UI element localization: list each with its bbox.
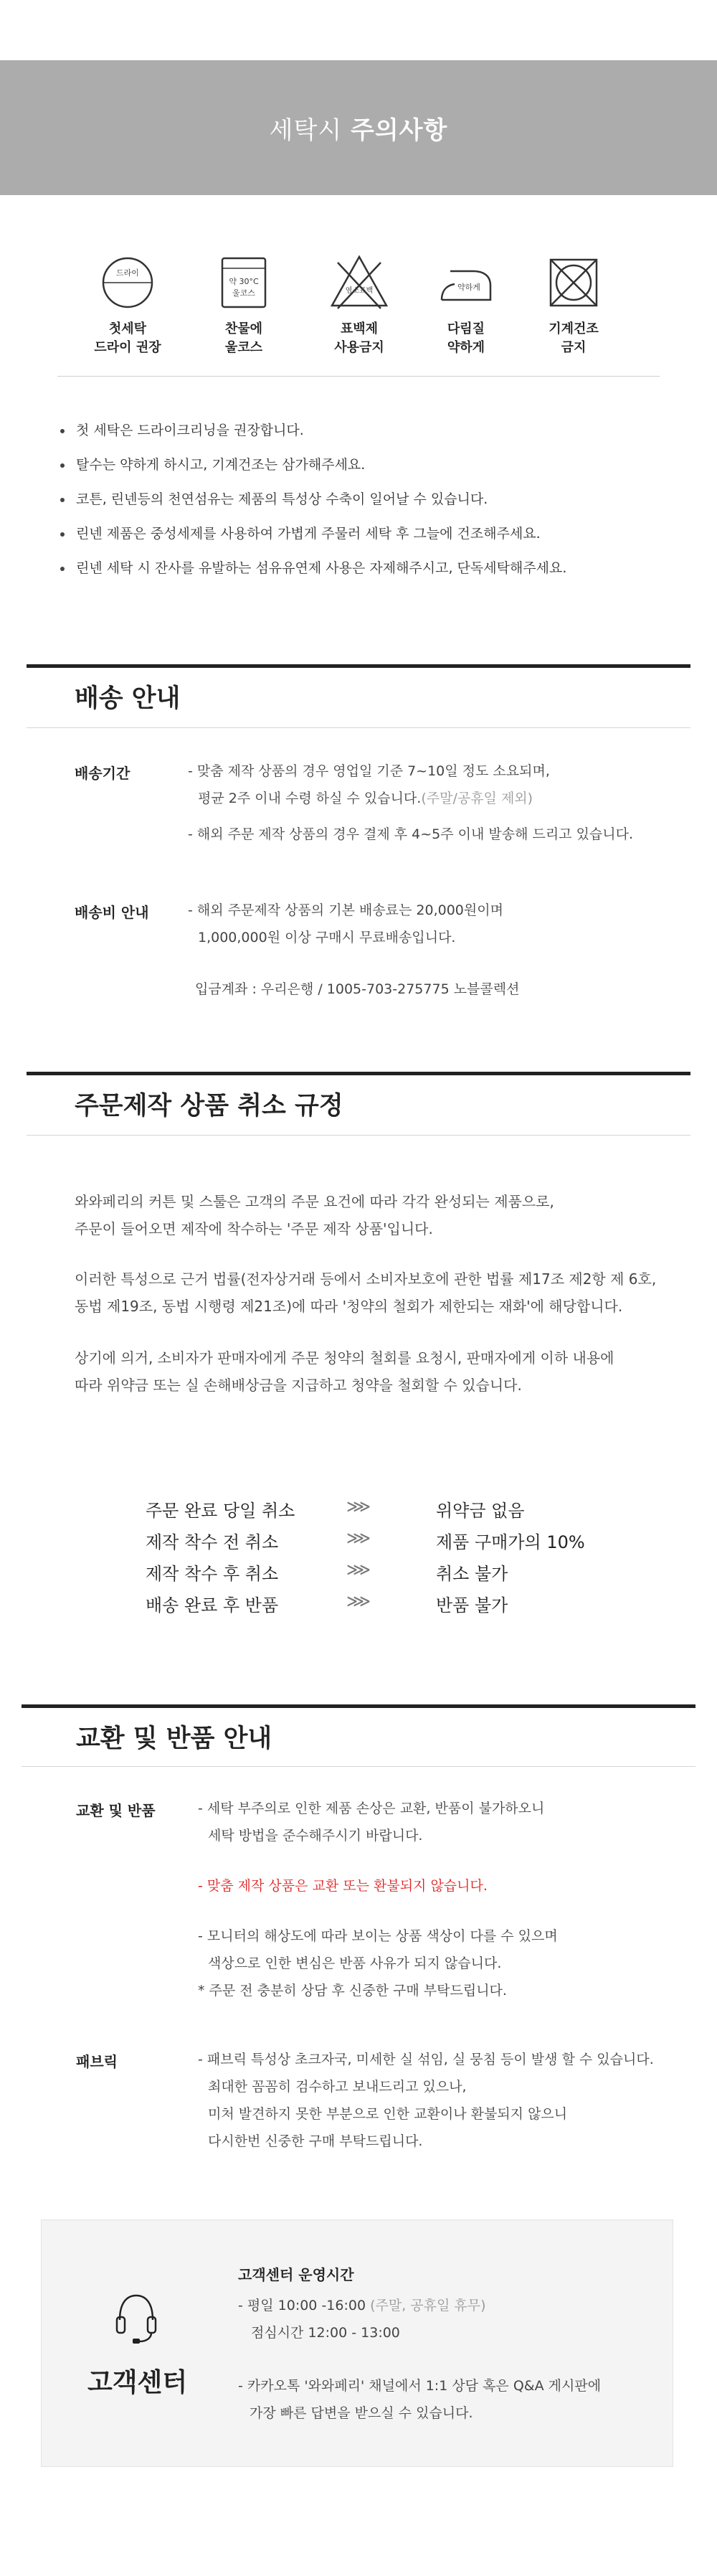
care-item-no-bleach — [309, 253, 409, 357]
care-label-line: 다림질 — [447, 321, 485, 336]
shipping-title: 배송 안내 — [75, 684, 181, 713]
shipping-period-line — [198, 785, 533, 812]
cancel-case: 제작 착수 후 취소 — [146, 1564, 279, 1584]
exchange-warning: - 맞춤 제작 상품은 교환 또는 환불되지 않습니다. — [198, 1878, 488, 1894]
arrow-icon: ⋙ — [346, 1528, 371, 1548]
cold-wash-icon — [214, 253, 274, 313]
shipping-fee-line: - 해외 주문제작 상품의 기본 배송료는 20,000원이며 — [188, 902, 503, 918]
care-label-line: 드라이 권장 — [94, 340, 161, 355]
cancel-paragraph-line: 주문이 들어오면 제작에 착수하는 '주문 제작 상품'입니다. — [75, 1220, 433, 1237]
care-item-dry-clean — [77, 253, 178, 357]
cancel-paragraph — [75, 1265, 663, 1320]
care-label-line: 금지 — [561, 340, 587, 355]
fabric-line: 최대한 꼼꼼히 검수하고 보내드리고 있으나, — [208, 2079, 467, 2095]
dry-clean-icon — [98, 253, 158, 313]
care-tips-list — [60, 413, 677, 585]
shipping-section-bar — [27, 664, 690, 668]
returns-divider — [22, 1766, 695, 1767]
shipping-fee-label: 배송비 안내 — [75, 904, 149, 921]
bank-account: 입금계좌 : 우리은행 / 1005-703-275775 노블콜렉션 — [195, 981, 520, 997]
exchange-line: 세탁 방법을 준수해주시기 바랍니다. — [208, 1828, 423, 1844]
shipping-period-text: 평균 2주 이내 수령 하실 수 있습니다. — [198, 791, 422, 806]
returns-title: 교환 및 반품 안내 — [76, 1725, 272, 1753]
care-label-line: 찬물에 — [224, 321, 263, 336]
care-tip: 린넨 세탁 시 잔사를 유발하는 섬유유연제 사용은 자제해주시고, 단독세탁해주세요. — [60, 551, 677, 585]
care-label — [416, 320, 516, 357]
hours-weekday: - 평일 10:00 -16:00 — [238, 2298, 366, 2313]
fabric-line: 다시한번 신중한 구매 부탁드립니다. — [208, 2133, 423, 2149]
cancel-case: 배송 완료 후 반품 — [146, 1595, 279, 1615]
cold-wash-mode: 울코스 — [232, 288, 255, 298]
shipping-divider — [27, 727, 690, 728]
cancel-title: 주문제작 상품 취소 규정 — [75, 1092, 343, 1120]
shipping-fee-line: 1,000,000원 이상 구매시 무료배송입니다. — [198, 930, 456, 945]
banner-title — [0, 110, 717, 146]
cancel-case: 주문 완료 당일 취소 — [146, 1501, 295, 1521]
no-tumble-dry-icon — [543, 253, 604, 313]
headset-icon — [113, 2291, 160, 2346]
dry-clean-icon-text: 드라이 — [116, 268, 139, 278]
cancel-paragraph-line: 따라 위약금 또는 실 손해배상금을 지급하고 청약을 철회할 수 있습니다. — [75, 1377, 522, 1394]
returns-section-bar — [22, 1704, 695, 1708]
care-label-line: 울코스 — [224, 340, 263, 355]
hours-title: 고객센터 운영시간 — [238, 2266, 354, 2283]
fabric-label: 패브릭 — [76, 2053, 118, 2070]
no-bleach-icon — [329, 253, 389, 313]
cancel-rule-row — [146, 1496, 604, 1528]
care-divider — [57, 376, 660, 377]
shipping-period-line: - 맞춤 제작 상품의 경우 영업일 기준 7~10일 정도 소요되며, — [188, 763, 550, 779]
customer-center-box — [41, 2219, 673, 2467]
shipping-period-label: 배송기간 — [75, 765, 130, 782]
exchange-label: 교환 및 반품 — [76, 1802, 156, 1819]
care-label-line: 첫세탁 — [108, 321, 147, 336]
hours-note: (주말, 공휴일 휴무) — [370, 2298, 486, 2313]
cancel-paragraph-line: 와와페리의 커튼 및 스툴은 고객의 주문 요건에 따라 각각 완성되는 제품으로, — [75, 1193, 554, 1210]
cancel-case: 제작 착수 전 취소 — [146, 1532, 279, 1552]
hours-lunch: 점심시간 12:00 - 13:00 — [251, 2325, 400, 2341]
cold-wash-temp: 약 30°C — [229, 277, 259, 286]
care-banner — [0, 60, 717, 195]
cancel-divider — [27, 1135, 690, 1136]
cancel-rule-row — [146, 1560, 604, 1591]
cancel-paragraph — [75, 1344, 663, 1399]
care-tip: 첫 세탁은 드라이크리닝을 권장합니다. — [60, 413, 677, 448]
care-item-iron-low — [416, 253, 516, 357]
care-tip: 코튼, 린넨등의 천연섬유는 제품의 특성상 수축이 일어날 수 있습니다. — [60, 482, 677, 516]
care-label — [194, 320, 294, 357]
care-item-cold-wash — [194, 253, 294, 357]
care-label-line: 사용금지 — [334, 340, 384, 355]
care-tip: 린넨 제품은 중성세제를 사용하여 가볍게 주물러 세탁 후 그늘에 건조해주세요. — [60, 516, 677, 551]
no-bleach-icon-text: 염소표백 — [345, 287, 374, 295]
shipping-period-note: (주말/공휴일 제외) — [421, 791, 533, 806]
care-label — [77, 320, 178, 357]
exchange-note: * 주문 전 충분히 상담 후 신중한 구매 부탁드립니다. — [198, 1983, 507, 1999]
cancel-result: 위약금 없음 — [436, 1501, 525, 1521]
exchange-line: - 세탁 부주의로 인한 제품 손상은 교환, 반품이 불가하오니 — [198, 1801, 545, 1816]
cancel-section-bar — [27, 1072, 690, 1075]
iron-low-icon — [436, 253, 496, 313]
care-label-line: 기계건조 — [549, 321, 599, 336]
arrow-icon: ⋙ — [346, 1560, 371, 1580]
fabric-line: - 패브릭 특성상 초크자국, 미세한 실 섞임, 실 뭉침 등이 발생 할 수 있습니다. — [198, 2052, 654, 2067]
care-label-line: 약하게 — [447, 340, 485, 355]
customer-center-name: 고객센터 — [87, 2368, 188, 2397]
cancel-paragraph-line: 동법 제19조, 동법 시행령 제21조)에 따라 '청약의 철회가 제한되는 재화'에 해당합니다. — [75, 1298, 623, 1315]
arrow-icon: ⋙ — [346, 1496, 371, 1516]
hours-line — [238, 2292, 486, 2319]
care-item-no-tumble-dry — [523, 253, 624, 357]
fabric-line: 미처 발견하지 못한 부분으로 인한 교환이나 환불되지 않으니 — [208, 2106, 568, 2122]
care-label-line: 표백제 — [340, 321, 379, 336]
exchange-line: 색상으로 인한 변심은 반품 사유가 되지 않습니다. — [208, 1955, 502, 1971]
cancel-result: 제품 구매가의 10% — [436, 1532, 585, 1552]
iron-low-icon-text: 약하게 — [457, 283, 480, 292]
care-label — [523, 320, 624, 357]
cancel-paragraph-line: 상기에 의거, 소비자가 판매자에게 주문 청약의 철회를 요청시, 판매자에게 이하 내용에 — [75, 1349, 614, 1367]
kakao-line: 가장 빠른 답변을 받으실 수 있습니다. — [250, 2405, 473, 2421]
cancel-result: 취소 불가 — [436, 1564, 508, 1584]
cancel-paragraph — [75, 1188, 663, 1242]
kakao-line: - 카카오톡 '와와페리' 채널에서 1:1 상담 혹은 Q&A 게시판에 — [238, 2378, 602, 2394]
cancel-paragraph-line: 이러한 특성으로 근거 법률(전자상거래 등에서 소비자보호에 관한 법률 제17조 제2항 제 6호, — [75, 1270, 657, 1288]
banner-title-bold: 주의사항 — [350, 116, 448, 145]
cancel-result: 반품 불가 — [436, 1595, 508, 1615]
exchange-line: - 모니터의 해상도에 따라 보이는 상품 색상이 다를 수 있으며 — [198, 1928, 558, 1944]
care-label — [309, 320, 409, 357]
care-tip: 탈수는 약하게 하시고, 기계건조는 삼가해주세요. — [60, 448, 677, 482]
cancel-rule-row — [146, 1591, 604, 1623]
banner-title-light: 세탁시 — [269, 116, 343, 145]
arrow-icon: ⋙ — [346, 1591, 371, 1611]
cancel-rule-row — [146, 1528, 604, 1560]
shipping-period-line: - 해외 주문 제작 상품의 경우 결제 후 4~5주 이내 발송해 드리고 있습니다. — [188, 826, 634, 842]
